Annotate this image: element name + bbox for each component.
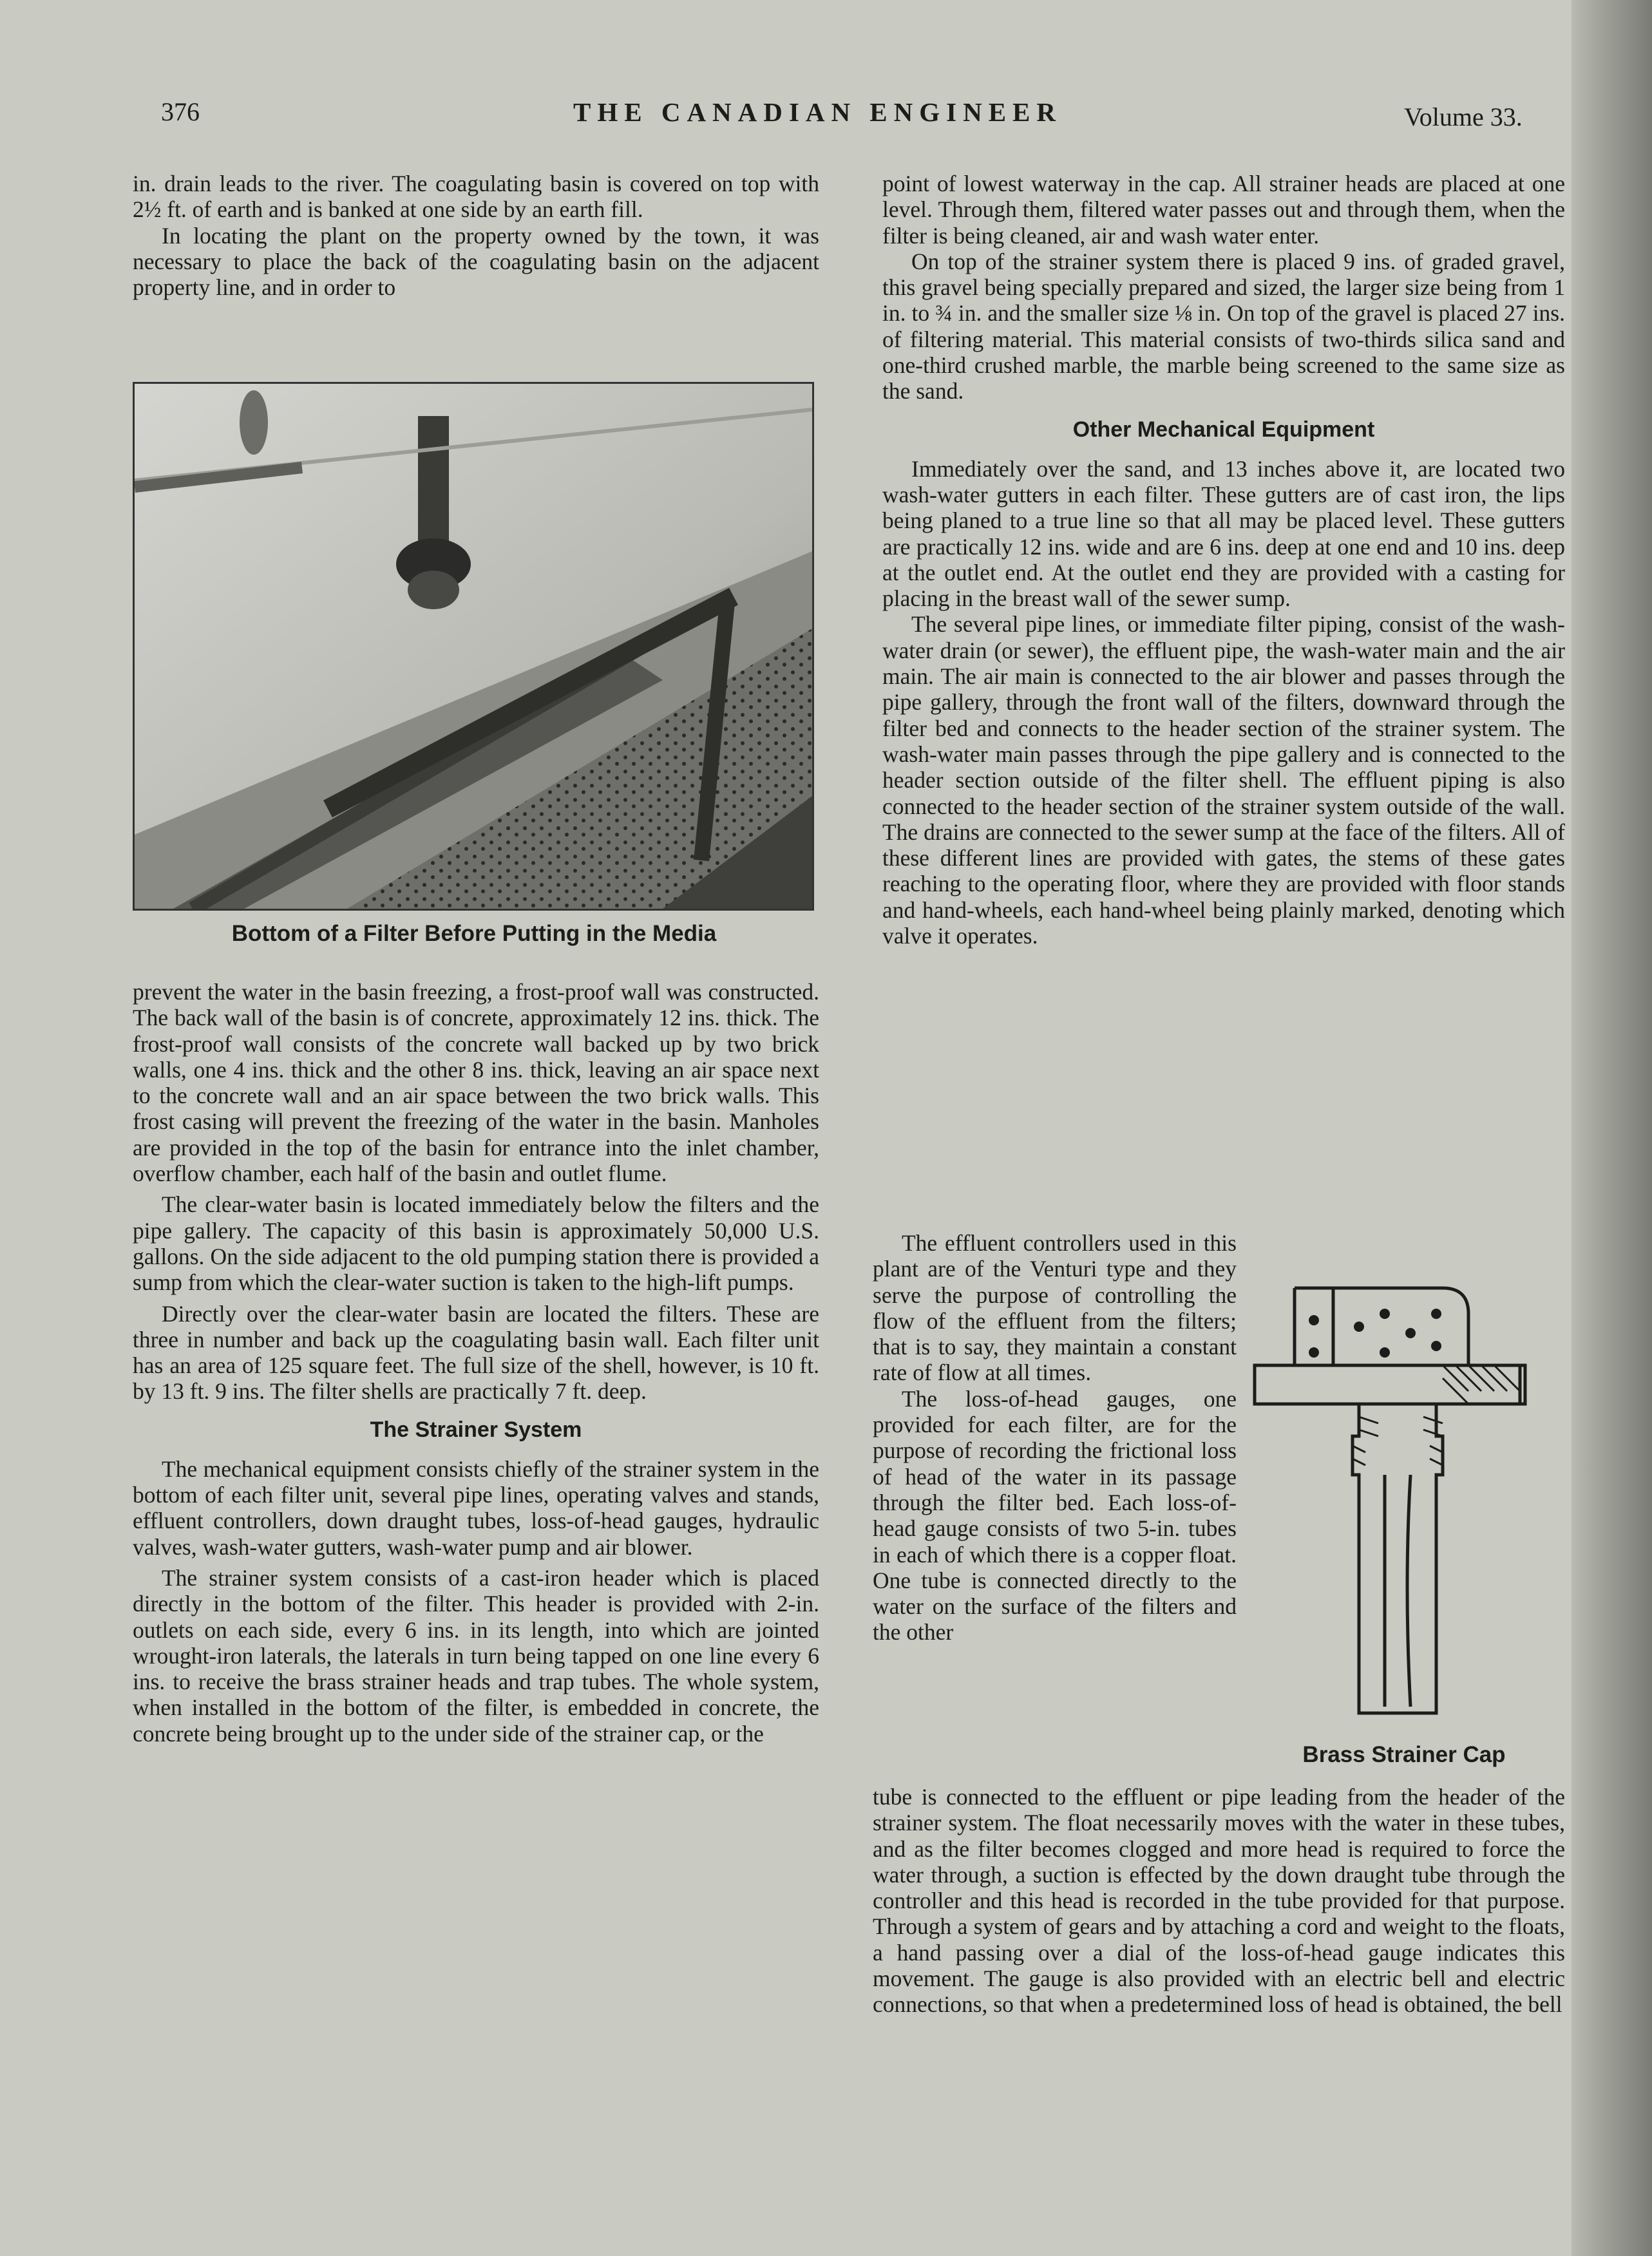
- paragraph: Immediately over the sand, and 13 inches above it, are located two wash-water gutters in each filter. These gutters are of cast iron, the lips being planed to a true line so that all may be placed level. These gutters are practically 12 ins. wide and are 6 ins. deep at one end and 10 ins. deep at the outlet end. At the outlet end they are provided with a casting for placing in the breast wall of the sewer sump.: [882, 455, 1565, 612]
- strainer-cap-diagram: [1249, 1262, 1559, 1732]
- left-column-bottom: [133, 979, 819, 1747]
- volume-label: Volume 33.: [1404, 102, 1523, 131]
- right-column-top: [882, 171, 1565, 949]
- section-heading: The Strainer System: [370, 1417, 582, 1442]
- paragraph: The several pipe lines, or immediate filter piping, consist of the wash-water drain (or sewer), the effluent pipe, the wash-water main and the air main. The air main is connected to the air blower and passes through the pipe gallery, through the front wall of the filters, downward through the filter bed and connects to the header section of the strainer system. The wash-water main passes through the pipe gallery and is connected to the header section outside of the filter shell. The effluent piping is also connected to the header section of the strainer system outside of the wall. The drains are connected to the sewer sump at the face of the filters. All of these different lines are provided with gates, the stems of these gates reaching to the operating floor, where they are provided with floor stands and hand-wheels, each hand-wheel being plainly marked, denoting which valve it operates.: [882, 611, 1565, 949]
- journal-title: THE CANADIAN ENGINEER: [573, 97, 1063, 127]
- paragraph: The strainer system consists of a cast-iron header which is placed directly in the bottom of the filter. This header is provided with 2-in. outlets on each side, every 6 ins. in its length, into which are jointed wrought-iron laterals, the laterals in turn being tapped on one line every 6 ins. to receive the brass strainer heads and trap tubes. The whole system, when installed in the bottom of the filter, is embedded in concrete, the concrete being brought up to the under side of the strainer cap, or the: [133, 1564, 819, 1747]
- paragraph: In locating the plant on the property owned by the town, it was necessary to place the back of the coagulating basin on the adjacent property line, and in order to: [133, 222, 819, 301]
- diagram-caption: Brass Strainer Cap: [1302, 1742, 1506, 1767]
- paragraph: prevent the water in the basin freezing, a frost-proof wall was constructed. The back wall of the basin is of concrete, approximately 12 ins. thick. The frost-proof wall consists of the concrete wall backed up by two brick walls, one 4 ins. thick and the other 8 ins. thick, leaving an air space next to the concrete wall and an air space between the two brick walls. This frost casing will prevent the freezing of the water in the basin. Manholes are provided in the top of the basin for entrance into the inlet chamber, overflow chamber, each half of the basin and outlet flume.: [133, 979, 819, 1187]
- filter-bottom-photo: [133, 382, 814, 911]
- right-column-bottom: [873, 1784, 1565, 2018]
- paragraph: The loss-of-head gauges, one provided for each filter, are for the purpose of recording the frictional loss of head of the water in its passage through the filter bed. Each loss-of-head gauge consists of two 5-in. tubes in each of which there is a copper float. One tube is connected directly to the water on the surface of the filters and the other: [873, 1385, 1237, 1645]
- running-header: [0, 97, 1571, 148]
- paragraph: point of lowest waterway in the cap. All strainer heads are placed at one level. Through them, filtered water passes out and through them, when the filter is being cleaned, air and wash water enter.: [882, 171, 1565, 249]
- left-column-top: [133, 171, 819, 300]
- paragraph: Directly over the clear-water basin are located the filters. These are three in number and back up the coagulating basin wall. Each filter unit has an area of 125 square feet. The full size of the shell, however, is 10 ft. by 13 ft. 9 ins. The filter shells are practically 7 ft. deep.: [133, 1300, 819, 1405]
- photo-caption: Bottom of a Filter Before Putting in the Media: [231, 921, 717, 946]
- paragraph: On top of the strainer system there is placed 9 ins. of graded gravel, this gravel being specially prepared and sized, the larger size being from 1 in. to ¾ in. and the smaller size ⅛ in. On top of the gravel is placed 27 ins. of filtering material. This material consists of two-thirds silica sand and one-third crushed marble, the marble being screened to the same size as the sand.: [882, 248, 1565, 404]
- page-number: 376: [161, 97, 200, 126]
- page-edge-shadow: [1571, 0, 1652, 2256]
- paragraph: The effluent controllers used in this plant are of the Venturi type and they serve the purpose of controlling the flow of the effluent from the filters; that is to say, they maintain a constant rate of flow at all times.: [873, 1230, 1237, 1386]
- paragraph: in. drain leads to the river. The coagulating basin is covered on top with 2½ ft. of earth and is banked at one side by an earth fill.: [133, 171, 819, 223]
- paragraph: The mechanical equipment consists chiefly of the strainer system in the bottom of each filter unit, several pipe lines, operating valves and stands, effluent controllers, down draught tubes, loss-of-head gauges, hydraulic valves, wash-water gutters, wash-water pump and air blower.: [133, 1455, 819, 1560]
- narrow-column: [873, 1230, 1237, 1645]
- section-heading: Other Mechanical Equipment: [1072, 417, 1375, 442]
- paragraph: The clear-water basin is located immediately below the filters and the pipe gallery. The capacity of this basin is approximately 50,000 U.S. gallons. On the side adjacent to the old pumping station there is provided a sump from which the clear-water suction is taken to the high-lift pumps.: [133, 1191, 819, 1296]
- paragraph: tube is connected to the effluent or pipe leading from the header of the strainer system. The float necessarily moves with the water in these tubes, and as the filter becomes clogged and more head is required to force the water through, a suction is effected by the down draught tube through the controller and this head is recorded in the tube provided for that purpose. Through a system of gears and by attaching a cord and weight to the floats, a hand passing over a dial of the loss-of-head gauge indicates this movement. The gauge is also provided with an electric bell and electric connections, so that when a predetermined loss of head is obtained, the bell: [873, 1784, 1565, 2018]
